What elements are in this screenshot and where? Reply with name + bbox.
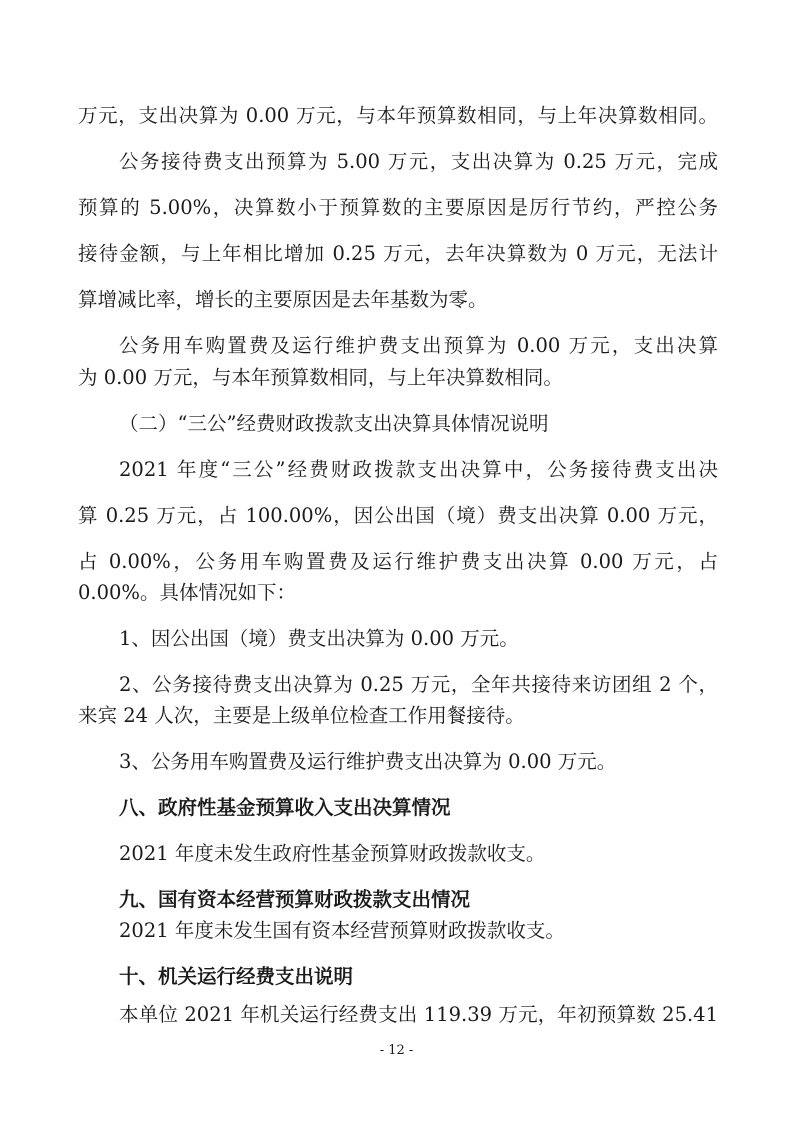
section-heading: 八、政府性基金预算收入支出决算情况	[119, 796, 451, 819]
body-line: 2021 年度“三公”经费财政拨款支出决算中，公务接待费支出决	[119, 458, 718, 481]
body-line: 接待金额，与上年相比增加 0.25 万元，去年决算数为 0 万元，无法计	[78, 242, 718, 265]
section-heading: 九、国有资本经营预算财政拨款支出情况	[119, 888, 471, 911]
body-line: 公务用车购置费及运行维护费支出预算为 0.00 万元，支出决算	[119, 334, 718, 357]
list-item: 2、公务接待费支出决算为 0.25 万元，全年共接待来访团组 2 个，	[119, 673, 718, 696]
body-line: 公务接待费支出预算为 5.00 万元，支出决算为 0.25 万元，完成	[119, 150, 718, 173]
body-line: 占 0.00%，公务用车购置费及运行维护费支出决算 0.00 万元，占	[78, 550, 718, 573]
list-item: 1、因公出国（境）费支出决算为 0.00 万元。	[119, 627, 519, 650]
body-line: 预算的 5.00%，决算数小于预算数的主要原因是厉行节约，严控公务	[78, 196, 718, 219]
body-line: 2021 年度未发生国有资本经营预算财政拨款收支。	[119, 919, 565, 942]
section-heading: 十、机关运行经费支出说明	[119, 965, 354, 988]
body-line: 万元，支出决算为 0.00 万元，与本年预算数相同，与上年决算数相同。	[78, 104, 718, 127]
body-line: 来宾 24 人次，主要是上级单位检查工作用餐接待。	[78, 704, 525, 727]
body-line: 算 0.25 万元，占 100.00%，因公出国（境）费支出决算 0.00 万元，	[78, 504, 718, 527]
body-line: 为 0.00 万元，与本年预算数相同，与上年决算数相同。	[78, 366, 563, 389]
body-line: 2021 年度未发生政府性基金预算财政拨款收支。	[119, 842, 546, 865]
list-item: 3、公务用车购置费及运行维护费支出决算为 0.00 万元。	[119, 750, 617, 773]
body-line: 0.00%。具体情况如下：	[78, 581, 296, 604]
section-subheading: （二）“三公”经费财政拨款支出决算具体情况说明	[119, 412, 549, 435]
page-number: - 12 -	[379, 1043, 414, 1058]
body-line: 本单位 2021 年机关运行经费支出 119.39 万元，年初预算数 25.41	[119, 1003, 718, 1026]
body-line: 算增减比率，增长的主要原因是去年基数为零。	[78, 288, 488, 311]
